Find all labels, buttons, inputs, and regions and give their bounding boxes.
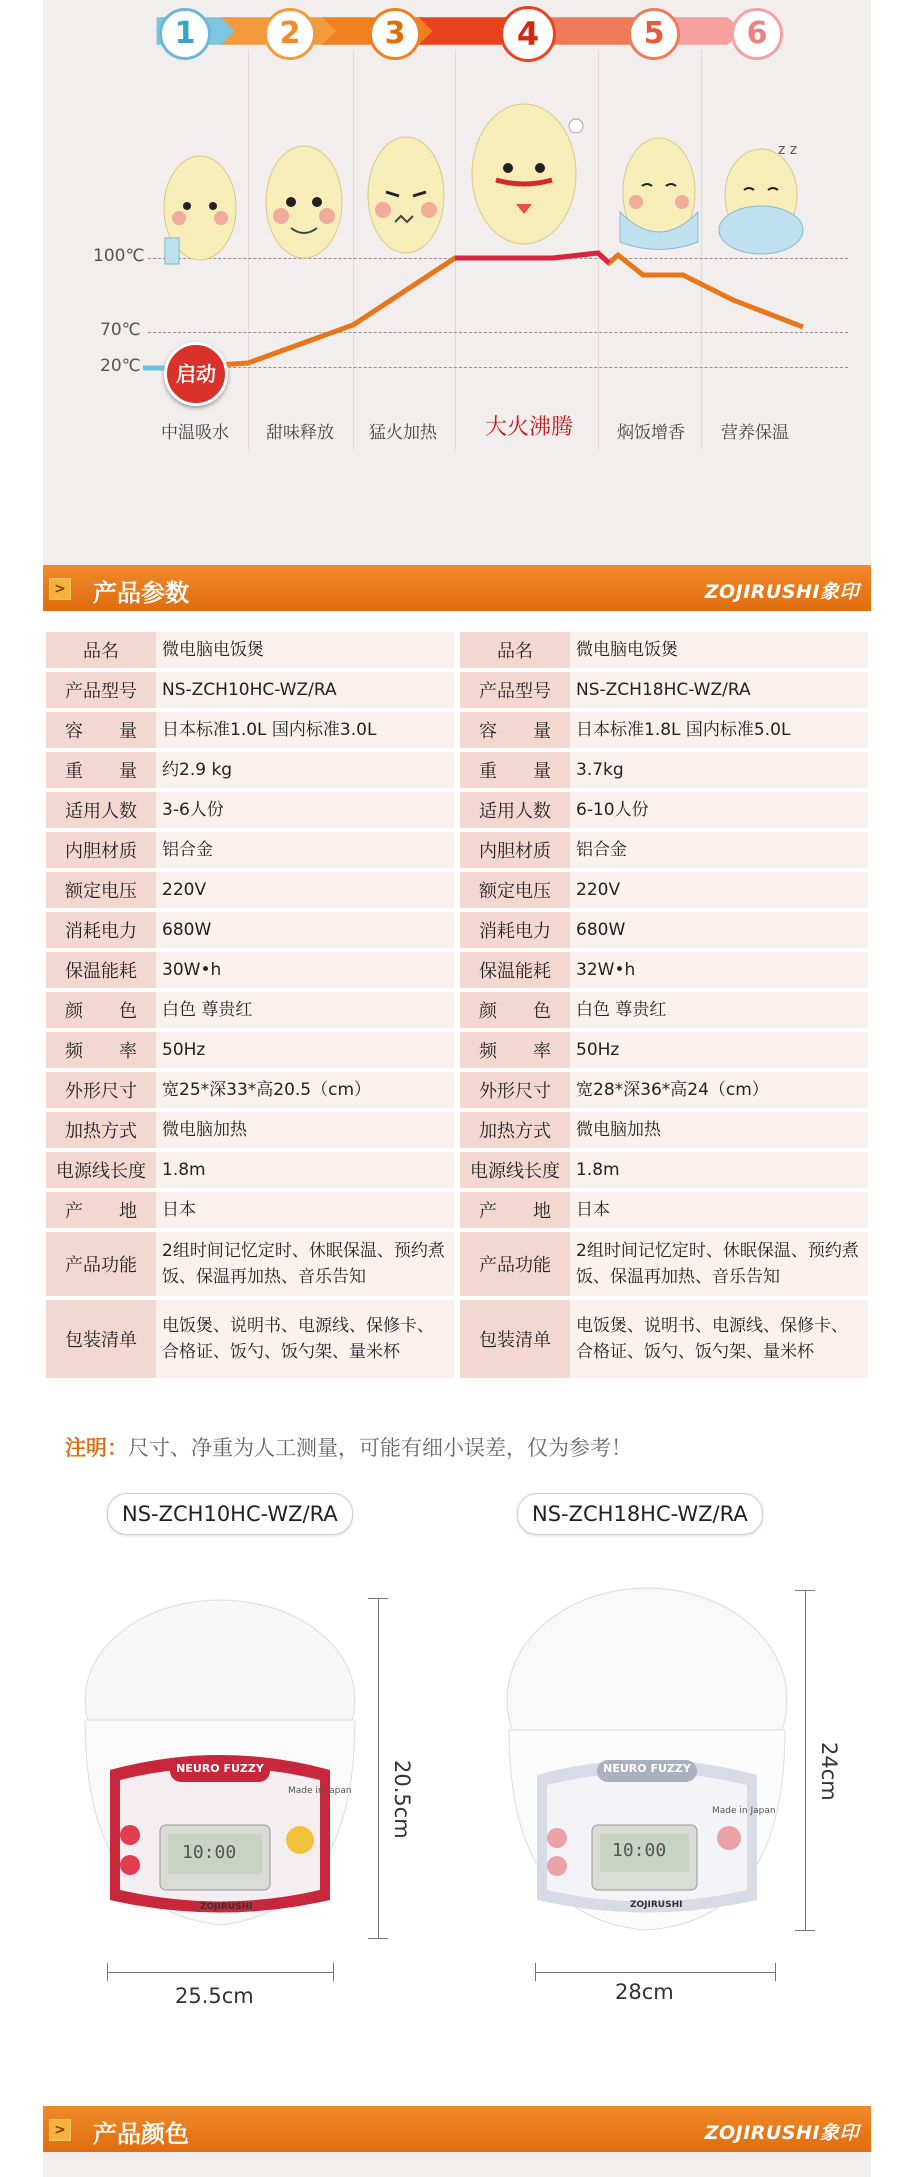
- spec-value: NS-ZCH10HC-WZ/RA: [156, 672, 454, 708]
- cooking-process-figure: [43, 0, 871, 565]
- spec-value: 220V: [156, 872, 454, 908]
- spec-value: 680W: [156, 912, 454, 948]
- right-height-tick-bottom: [795, 1930, 815, 1931]
- spec-value: 680W: [570, 912, 868, 948]
- spec-key: 额定电压: [460, 872, 570, 908]
- spec-key: 加热方式: [46, 1112, 156, 1148]
- rice-character-5-icon: [614, 132, 704, 257]
- right-width-line: [535, 1972, 775, 1973]
- spec-key: 产品型号: [460, 672, 570, 708]
- step-number-4: 4: [500, 6, 556, 62]
- spec-row: [46, 1300, 454, 1378]
- spec-value: 微电脑加热: [156, 1112, 454, 1148]
- spec-value: 日本标准1.0L 国内标准3.0L: [156, 712, 454, 748]
- spec-key: 适用人数: [460, 792, 570, 828]
- spec-row: [46, 1032, 454, 1068]
- section-header-colors: [43, 2106, 871, 2152]
- spec-row: [460, 632, 868, 668]
- right-width-label: 28cm: [615, 1980, 674, 2004]
- spec-key: 产 地: [460, 1192, 570, 1228]
- section-title: 产品参数: [93, 579, 189, 607]
- spec-row: [46, 1112, 454, 1148]
- spec-key: 保温能耗: [46, 952, 156, 988]
- step-label-3: 猛火加热: [369, 423, 437, 443]
- spec-value: 30W•h: [156, 952, 454, 988]
- spec-key: 品名: [46, 632, 156, 668]
- right-width-tick-right: [775, 1963, 776, 1981]
- spec-value: 约2.9 kg: [156, 752, 454, 788]
- left-badge: Made in Japan: [288, 1786, 352, 1796]
- spec-key: 重 量: [46, 752, 156, 788]
- left-width-line: [107, 1972, 333, 1973]
- spec-key: 频 率: [460, 1032, 570, 1068]
- spec-value: 日本标准1.8L 国内标准5.0L: [570, 712, 868, 748]
- measurement-note: [65, 1432, 632, 1462]
- spec-key: 内胆材质: [46, 832, 156, 868]
- spec-row: [46, 952, 454, 988]
- spec-value: 日本: [570, 1192, 868, 1228]
- svg-text:z z: z z: [778, 142, 798, 158]
- spec-value: 1.8m: [570, 1152, 868, 1188]
- spec-row: [460, 1032, 868, 1068]
- spec-row: [460, 912, 868, 948]
- spec-row: [460, 792, 868, 828]
- left-logo: ZOJIRUSHI: [200, 1902, 253, 1912]
- spec-value: 日本: [156, 1192, 454, 1228]
- left-width-tick-right: [333, 1963, 334, 1981]
- section-title: 产品颜色: [93, 2120, 189, 2148]
- spec-row: [46, 1152, 454, 1188]
- spec-row: [46, 632, 454, 668]
- rice-cooker-right-image: [497, 1570, 797, 1940]
- spec-value: 2组时间记忆定时、休眠保温、预约煮饭、保温再加热、音乐告知: [570, 1232, 868, 1296]
- note-text: 尺寸、净重为人工测量，可能有细小误差，仅为参考！: [128, 1436, 632, 1460]
- spec-value: 50Hz: [570, 1032, 868, 1068]
- spec-row: [46, 792, 454, 828]
- spec-value: 微电脑加热: [570, 1112, 868, 1148]
- step-label-4: 大火沸腾: [484, 415, 573, 440]
- spec-key: 消耗电力: [460, 912, 570, 948]
- step-label-6: 营养保温: [721, 423, 789, 443]
- spec-row: [46, 712, 454, 748]
- temp-label-70: 70℃: [100, 320, 141, 340]
- right-height-label: 24cm: [817, 1742, 841, 1801]
- spec-value: 白色 尊贵红: [156, 992, 454, 1028]
- step-label-1: 中温吸水: [161, 423, 229, 443]
- spec-row: [460, 1112, 868, 1148]
- spec-key: 消耗电力: [46, 912, 156, 948]
- spec-key: 颜 色: [46, 992, 156, 1028]
- spec-value: 6-10人份: [570, 792, 868, 828]
- spec-row: [460, 1232, 868, 1296]
- spec-key: 外形尺寸: [460, 1072, 570, 1108]
- right-display: 10:00: [612, 1840, 667, 1861]
- spec-value: NS-ZCH18HC-WZ/RA: [570, 672, 868, 708]
- spec-value: 铝合金: [570, 832, 868, 868]
- temp-label-20: 20℃: [100, 356, 141, 376]
- spec-row: [46, 832, 454, 868]
- right-badge: Made in Japan: [712, 1806, 776, 1816]
- left-height-tick-top: [368, 1598, 388, 1599]
- spec-key: 加热方式: [460, 1112, 570, 1148]
- left-panel-label: NEURO FUZZY: [176, 1762, 264, 1775]
- spec-table-left: [46, 632, 454, 1382]
- left-height-tick-bottom: [368, 1938, 388, 1939]
- spec-key: 包装清单: [460, 1300, 570, 1378]
- brand-logo: ZOJIRUSHI象印: [704, 581, 859, 603]
- spec-key: 包装清单: [46, 1300, 156, 1378]
- spec-key: 频 率: [46, 1032, 156, 1068]
- section-square-icon: >: [49, 578, 71, 600]
- right-logo: ZOJIRUSHI: [630, 1900, 683, 1910]
- spec-key: 重 量: [460, 752, 570, 788]
- brand-logo: ZOJIRUSHI象印: [704, 2122, 859, 2144]
- rice-character-3-icon: [361, 130, 451, 260]
- step-number-5: 5: [628, 8, 680, 60]
- spec-value: 220V: [570, 872, 868, 908]
- rice-character-2-icon: [259, 140, 349, 265]
- spec-row: [460, 872, 868, 908]
- spec-row: [460, 752, 868, 788]
- rice-character-6-icon: [716, 140, 806, 260]
- section-square-icon: >: [49, 2119, 71, 2141]
- spec-key: 保温能耗: [460, 952, 570, 988]
- spec-value: 1.8m: [156, 1152, 454, 1188]
- right-width-tick-left: [535, 1963, 536, 1981]
- spec-key: 产品型号: [46, 672, 156, 708]
- note-label: 注明：: [65, 1436, 128, 1460]
- spec-row: [46, 1232, 454, 1296]
- spec-value: 2组时间记忆定时、休眠保温、预约煮饭、保温再加热、音乐告知: [156, 1232, 454, 1296]
- right-panel-label: NEURO FUZZY: [603, 1762, 691, 1775]
- spec-value: 50Hz: [156, 1032, 454, 1068]
- left-display: 10:00: [182, 1842, 237, 1863]
- spec-key: 适用人数: [46, 792, 156, 828]
- spec-row: [460, 1072, 868, 1108]
- spec-row: [460, 672, 868, 708]
- spec-row: [46, 1192, 454, 1228]
- spec-row: [46, 872, 454, 908]
- spec-row: [46, 752, 454, 788]
- model-pill-left: NS-ZCH10HC-WZ/RA: [107, 1493, 353, 1535]
- spec-value: 宽25*深33*高20.5（cm）: [156, 1072, 454, 1108]
- spec-row: [46, 912, 454, 948]
- step-number-1: 1: [159, 8, 211, 60]
- step-label-5: 焖饭增香: [617, 423, 685, 443]
- spec-key: 颜 色: [460, 992, 570, 1028]
- spec-row: [46, 672, 454, 708]
- spec-value: 电饭煲、说明书、电源线、保修卡、合格证、饭勺、饭勺架、量米杯: [570, 1300, 868, 1378]
- spec-value: 白色 尊贵红: [570, 992, 868, 1028]
- spec-value: 铝合金: [156, 832, 454, 868]
- spec-row: [460, 992, 868, 1028]
- left-width-label: 25.5cm: [175, 1984, 254, 2008]
- spec-row: [460, 1300, 868, 1378]
- spec-row: [460, 832, 868, 868]
- start-badge: 启动: [164, 342, 228, 406]
- rice-character-4-icon: [466, 96, 586, 246]
- step-label-2: 甜味释放: [266, 423, 334, 443]
- model-pill-right: NS-ZCH18HC-WZ/RA: [517, 1493, 763, 1535]
- rice-cooker-left-image: [70, 1580, 370, 1940]
- spec-value: 3.7kg: [570, 752, 868, 788]
- spec-key: 外形尺寸: [46, 1072, 156, 1108]
- spec-key: 内胆材质: [460, 832, 570, 868]
- section-header-params: [43, 565, 871, 611]
- spec-value: 宽28*深36*高24（cm）: [570, 1072, 868, 1108]
- spec-key: 额定电压: [46, 872, 156, 908]
- step-number-2: 2: [264, 8, 316, 60]
- spec-key: 电源线长度: [46, 1152, 156, 1188]
- bottom-strip: [43, 2152, 871, 2177]
- spec-key: 品名: [460, 632, 570, 668]
- right-height-tick-top: [795, 1590, 815, 1591]
- spec-value: 微电脑电饭煲: [156, 632, 454, 668]
- left-width-tick-left: [107, 1963, 108, 1981]
- spec-table-right: [460, 632, 868, 1382]
- step-number-3: 3: [369, 8, 421, 60]
- spec-value: 电饭煲、说明书、电源线、保修卡、合格证、饭勺、饭勺架、量米杯: [156, 1300, 454, 1378]
- spec-key: 容 量: [460, 712, 570, 748]
- right-height-line: [805, 1590, 806, 1930]
- spec-row: [460, 1152, 868, 1188]
- rice-character-1-icon: [155, 148, 245, 268]
- spec-key: 产品功能: [460, 1232, 570, 1296]
- spec-value: 3-6人份: [156, 792, 454, 828]
- temp-label-100: 100℃: [93, 246, 145, 266]
- left-height-line: [378, 1598, 379, 1938]
- spec-row: [46, 992, 454, 1028]
- spec-row: [46, 1072, 454, 1108]
- spec-row: [460, 1192, 868, 1228]
- spec-key: 产品功能: [46, 1232, 156, 1296]
- temperature-curve: [43, 0, 871, 565]
- spec-value: 32W•h: [570, 952, 868, 988]
- spec-value: 微电脑电饭煲: [570, 632, 868, 668]
- step-number-6: 6: [731, 8, 783, 60]
- spec-key: 容 量: [46, 712, 156, 748]
- left-height-label: 20.5cm: [390, 1760, 414, 1839]
- spec-row: [460, 712, 868, 748]
- spec-row: [460, 952, 868, 988]
- spec-key: 产 地: [46, 1192, 156, 1228]
- spec-key: 电源线长度: [460, 1152, 570, 1188]
